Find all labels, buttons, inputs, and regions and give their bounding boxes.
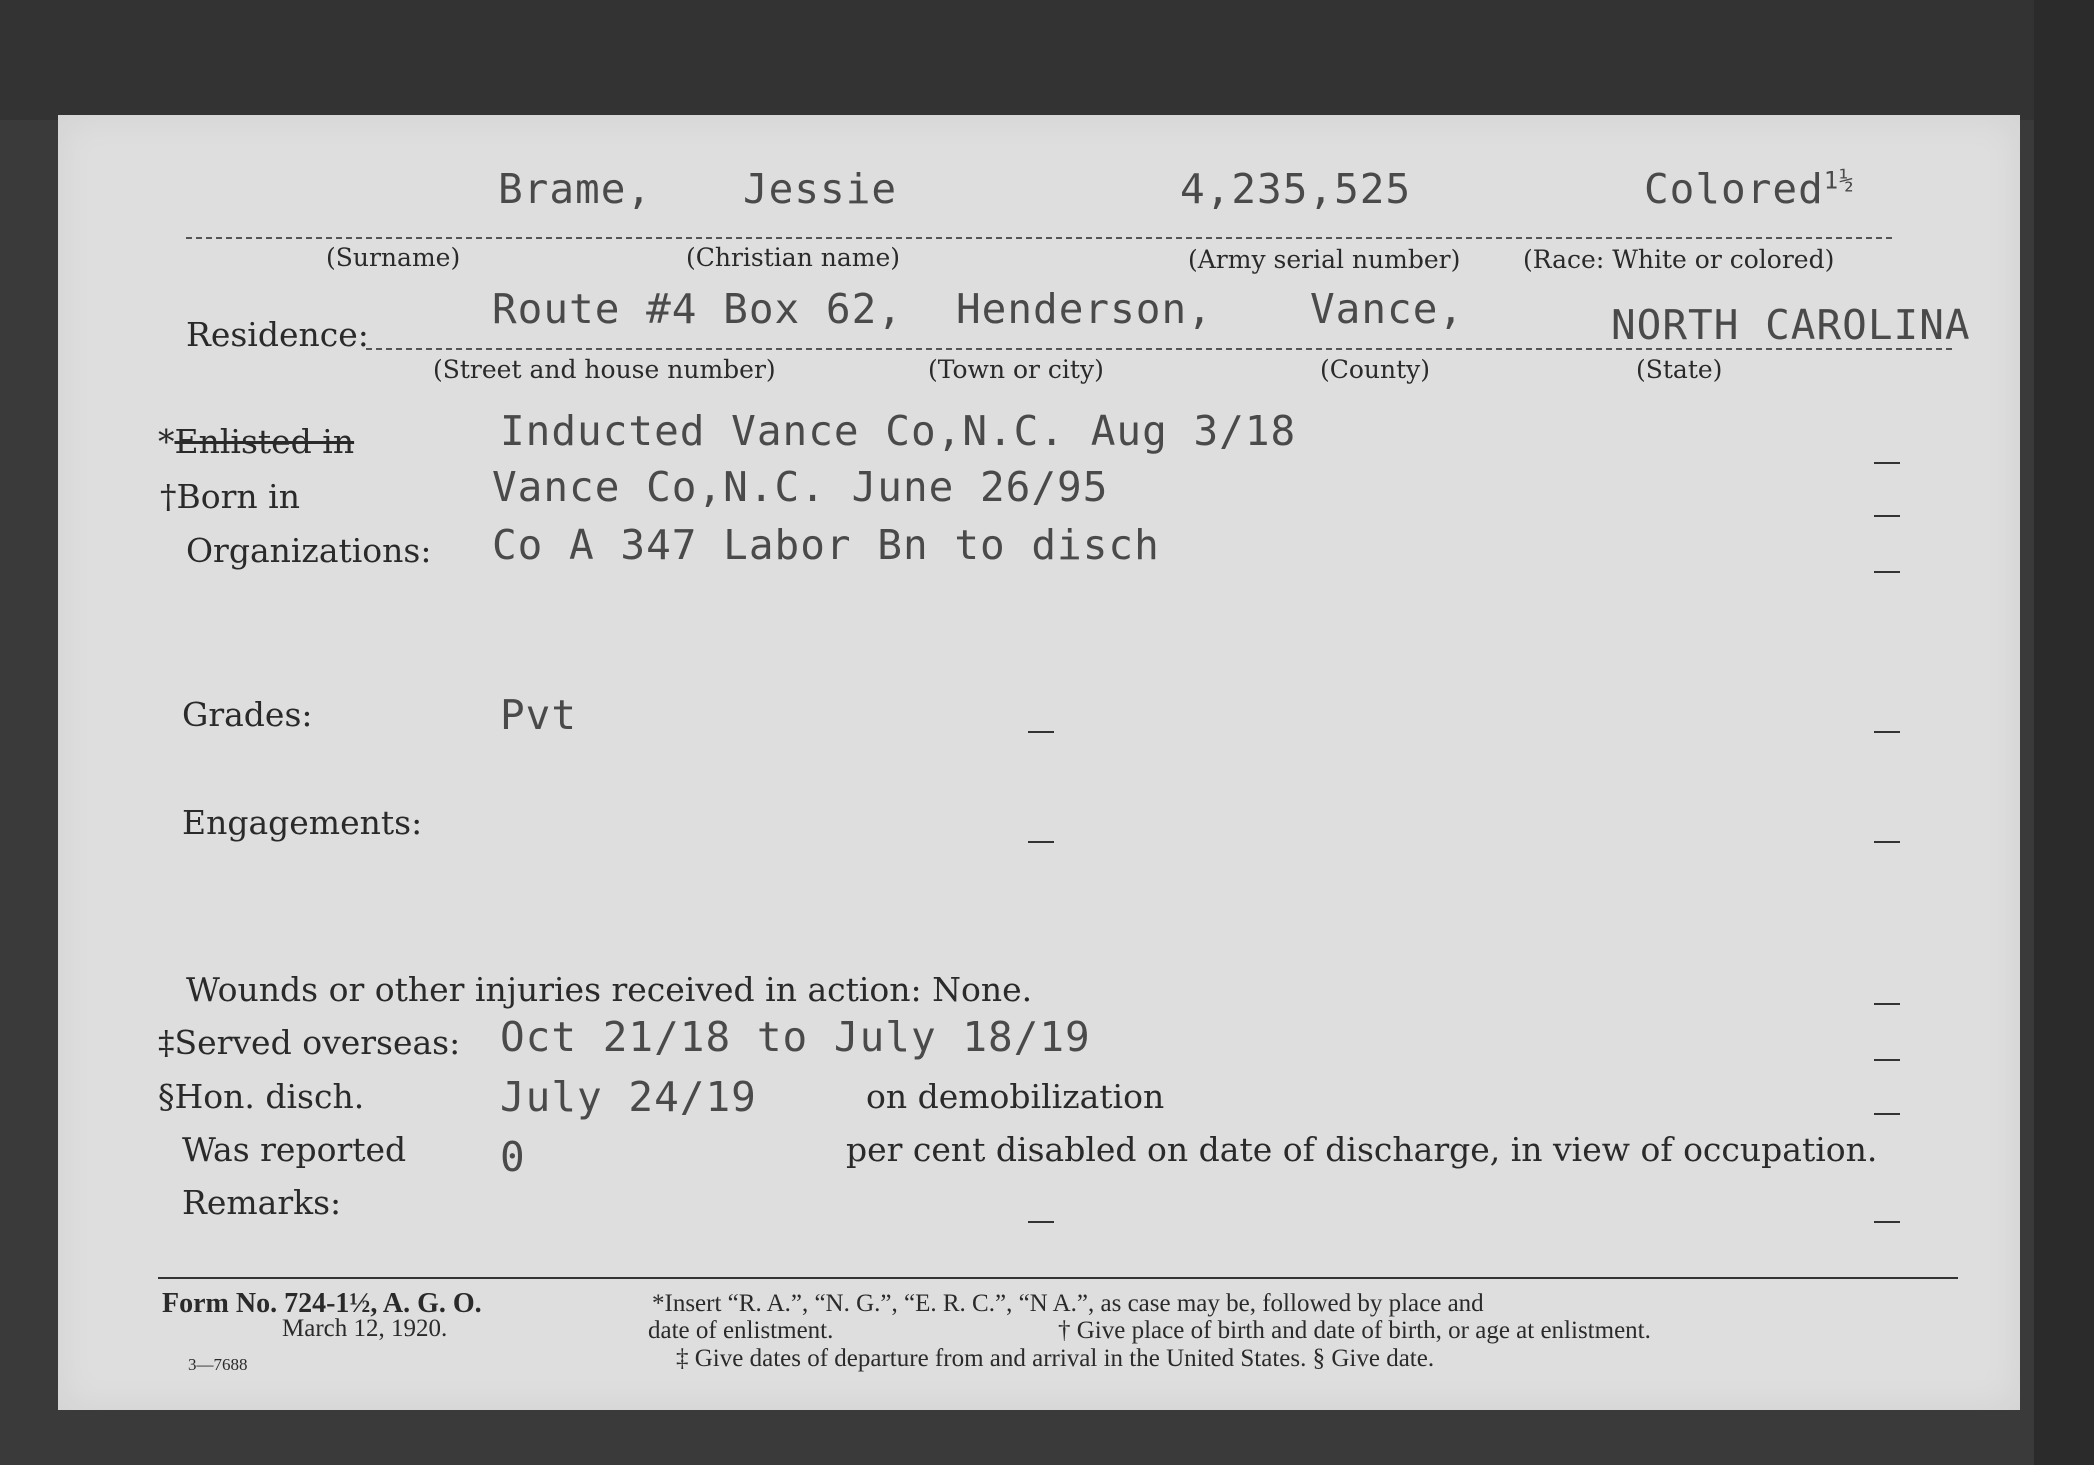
enlisted-value: Inducted Vance Co,N.C. Aug 3/18: [500, 407, 1297, 455]
born-blank: [1874, 515, 1900, 517]
race-superscript: 1½: [1823, 166, 1855, 195]
discharge-value: July 24/19: [500, 1073, 757, 1121]
discharge-label: [158, 1077, 364, 1116]
scan-background-top: [0, 0, 2094, 120]
overseas-label: [158, 1023, 460, 1062]
discharge-note: on demobilization: [866, 1077, 1165, 1116]
reported-note: per cent disabled on date of discharge, in view of occupation.: [846, 1130, 1878, 1169]
grades-blank-mid: [1028, 731, 1054, 733]
organizations-label: Organizations:: [186, 531, 432, 570]
footnote-birth: † Give place of birth and date of birth, or age at enlistment.: [1058, 1317, 1651, 1344]
race-label: (Race: White or colored): [1523, 245, 1835, 274]
born-label: [160, 477, 300, 516]
christian-name-value: Jessie: [743, 165, 898, 213]
serial-number-label: (Army serial number): [1188, 245, 1461, 274]
born-value: Vance Co,N.C. June 26/95: [492, 463, 1109, 511]
discharge-blank: [1874, 1113, 1900, 1115]
surname-label: (Surname): [326, 243, 461, 272]
overseas-marker: ‡: [158, 1023, 175, 1062]
enlisted-label: [158, 422, 354, 461]
state-label: (State): [1636, 355, 1723, 384]
residence-label: Residence:: [186, 315, 369, 354]
form-code: 3—7688: [188, 1355, 248, 1374]
residence-dotted-line: [366, 348, 1952, 350]
county-label: (County): [1320, 355, 1431, 384]
residence-town: Henderson,: [956, 285, 1213, 333]
engagements-blank-mid: [1028, 841, 1054, 843]
form-number: Form No. 724-1½, A. G. O.: [162, 1288, 482, 1319]
surname-value: Brame,: [498, 165, 653, 213]
grades-value: Pvt: [500, 691, 578, 739]
serial-number-value: 4,235,525: [1180, 165, 1412, 213]
remarks-blank: [1874, 1221, 1900, 1223]
enlisted-blank: [1874, 462, 1900, 464]
reported-label: Was reported: [182, 1130, 407, 1169]
service-record-card: [58, 115, 2020, 1410]
race-text: Colored: [1644, 165, 1824, 213]
residence-county: Vance,: [1310, 285, 1465, 333]
grades-label: Grades:: [182, 695, 313, 734]
overseas-text: Served overseas:: [174, 1023, 461, 1062]
street-label: (Street and house number): [433, 355, 776, 384]
footnote-enlistment-cont: date of enlistment.: [648, 1317, 834, 1344]
born-text: Born in: [176, 477, 300, 516]
footer-rule: [158, 1277, 1958, 1279]
wounds-blank: [1874, 1003, 1900, 1005]
discharge-marker: §: [158, 1077, 175, 1116]
organizations-blank: [1874, 571, 1900, 573]
scan-background-right: [2034, 0, 2094, 1465]
enlisted-text: Enlisted in: [174, 422, 355, 461]
wounds-value: None.: [932, 970, 1033, 1009]
reported-value: 0: [500, 1133, 526, 1181]
born-marker: †: [160, 477, 177, 516]
remarks-blank-mid: [1028, 1221, 1054, 1223]
grades-blank: [1874, 731, 1900, 733]
engagements-label: Engagements:: [182, 803, 423, 842]
organizations-value: Co A 347 Labor Bn to disch: [492, 521, 1160, 569]
wounds-label: [186, 970, 1032, 1009]
header-dotted-line: [186, 237, 1892, 239]
remarks-label: Remarks:: [182, 1183, 342, 1222]
christian-name-label: (Christian name): [686, 243, 901, 272]
engagements-blank: [1874, 841, 1900, 843]
wounds-text: Wounds or other injuries received in action:: [186, 970, 922, 1009]
footnote-enlistment: *Insert “R. A.”, “N. G.”, “E. R. C.”, “N A.”, as case may be, followed by place and: [652, 1290, 1484, 1317]
footnote-overseas: ‡ Give dates of departure from and arrival in the United States. § Give date.: [676, 1345, 1435, 1372]
race-value: [1644, 165, 1855, 213]
discharge-text: Hon. disch.: [174, 1077, 365, 1116]
town-label: (Town or city): [928, 355, 1104, 384]
overseas-blank: [1874, 1059, 1900, 1061]
form-date: March 12, 1920.: [282, 1315, 448, 1342]
residence-street: Route #4 Box 62,: [492, 285, 903, 333]
enlisted-marker: *: [158, 422, 175, 461]
overseas-value: Oct 21/18 to July 18/19: [500, 1013, 1091, 1061]
residence-state: NORTH CAROLINA: [1611, 301, 1971, 349]
